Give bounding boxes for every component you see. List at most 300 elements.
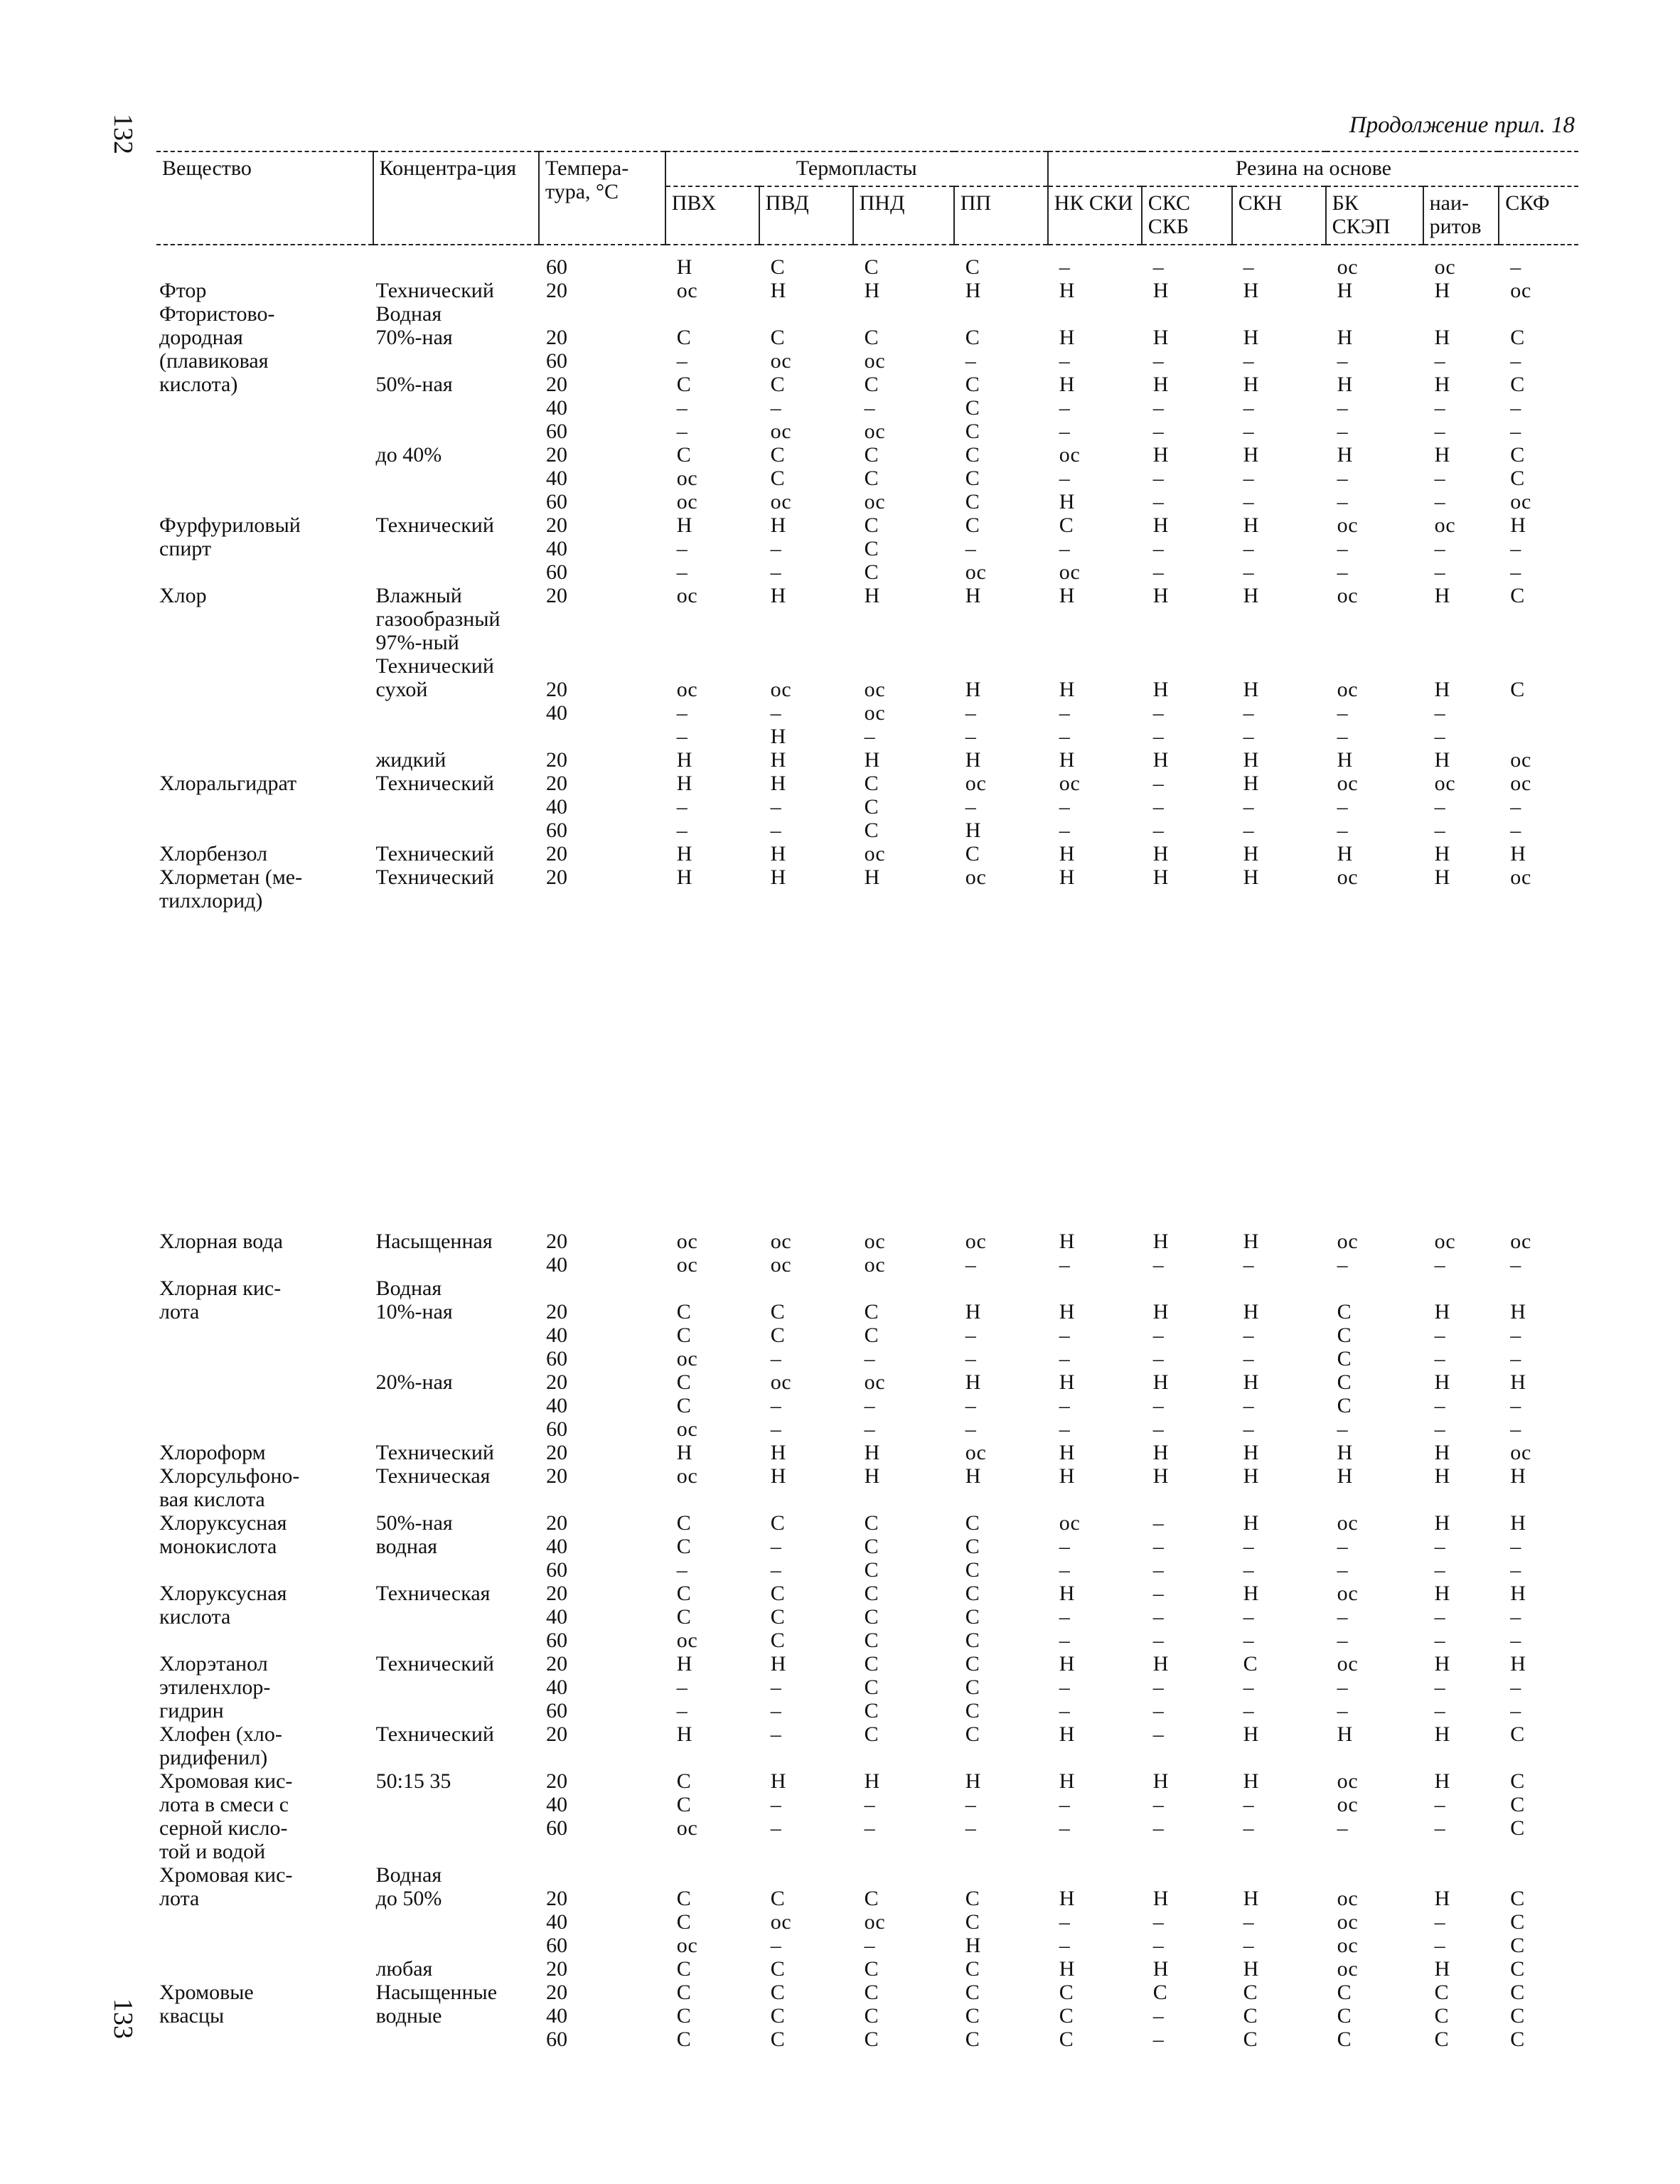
value-cell: С	[1434, 1981, 1449, 2004]
value-cell	[954, 889, 1048, 912]
table-row	[156, 701, 1578, 725]
value-cell	[1423, 889, 1499, 912]
value-cell: Н	[1243, 772, 1259, 795]
concentration-cell	[373, 1699, 540, 1722]
concentration-cell: любая	[375, 1957, 433, 1981]
table-row	[156, 1347, 1578, 1370]
value-cell: –	[1152, 560, 1164, 584]
table-row	[156, 1511, 1578, 1535]
value-cell	[1499, 701, 1578, 725]
concentration-cell: Насыщенная	[375, 1230, 493, 1253]
value-cell: –	[1059, 1934, 1070, 1957]
concentration-cell	[373, 1323, 540, 1347]
value-cell: –	[1243, 1699, 1254, 1722]
substance-cell	[156, 560, 373, 584]
value-cell	[1326, 1840, 1423, 1863]
value-cell: Н	[770, 1441, 786, 1464]
value-cell: ос	[864, 678, 885, 701]
temperature-cell: 20	[546, 1957, 568, 1981]
value-cell: –	[1337, 490, 1348, 513]
value-cell	[1048, 1840, 1142, 1863]
page-number-top: 132	[108, 114, 138, 154]
value-cell: Н	[1337, 842, 1353, 865]
header-nairit: наи-ритов	[1423, 186, 1499, 245]
concentration-cell: Водная	[375, 302, 442, 326]
value-cell: ос	[676, 1629, 697, 1652]
value-cell: С	[676, 1300, 691, 1323]
table-row	[156, 1887, 1578, 1910]
concentration-cell: Технический	[375, 1441, 494, 1464]
value-cell: С	[864, 1605, 879, 1629]
value-cell: Н	[1059, 1230, 1075, 1253]
value-cell: Н	[1059, 842, 1075, 865]
value-cell: –	[1059, 1394, 1070, 1417]
value-cell: –	[1152, 349, 1164, 373]
temperature-cell: 20	[546, 1722, 568, 1746]
concentration-cell: Технический	[375, 654, 494, 678]
value-cell: –	[1337, 560, 1348, 584]
value-cell: Н	[1243, 1957, 1259, 1981]
substance-cell	[156, 245, 373, 279]
concentration-cell	[373, 420, 539, 443]
substance-cell: ридифенил)	[159, 1746, 268, 1769]
concentration-cell	[373, 889, 539, 912]
value-cell: С	[864, 1300, 879, 1323]
value-cell: –	[864, 1394, 875, 1417]
value-cell: –	[676, 701, 687, 725]
temperature-cell: 20	[546, 1464, 568, 1488]
value-cell: –	[864, 1816, 875, 1840]
value-cell	[759, 607, 853, 631]
value-cell	[1499, 654, 1578, 678]
concentration-cell: 50:15 35	[375, 1769, 451, 1793]
substance-cell	[156, 1394, 373, 1417]
value-cell: Н	[1059, 1370, 1075, 1394]
value-cell	[954, 1840, 1048, 1863]
value-cell: ос	[676, 1816, 697, 1840]
value-cell: Н	[1337, 373, 1353, 396]
value-cell: С	[965, 1605, 980, 1629]
substance-cell	[156, 1934, 373, 1957]
concentration-cell: Водная	[375, 1863, 442, 1887]
table-row	[156, 1253, 1578, 1277]
value-cell: С	[676, 1769, 691, 1793]
value-cell: –	[1510, 560, 1521, 584]
value-cell: ос	[864, 1910, 885, 1934]
value-cell: С	[1337, 1981, 1352, 2004]
value-cell: Н	[1243, 842, 1259, 865]
header-pp: ПП	[954, 186, 1048, 245]
substance-cell: спирт	[159, 537, 212, 560]
value-cell: –	[1434, 701, 1445, 725]
concentration-cell	[373, 1676, 540, 1699]
value-cell: –	[770, 701, 781, 725]
value-cell: –	[1152, 1605, 1164, 1629]
concentration-cell	[373, 1605, 540, 1629]
value-cell: С	[770, 1300, 785, 1323]
value-cell: Н	[1434, 373, 1450, 396]
value-cell: ос	[1337, 1910, 1358, 1934]
table-row	[156, 279, 1578, 302]
value-cell: Н	[676, 513, 692, 537]
value-cell: –	[1243, 1934, 1254, 1957]
value-cell: Н	[1434, 1769, 1450, 1793]
value-cell	[1326, 1277, 1423, 1300]
value-cell: Н	[770, 748, 786, 772]
value-cell	[1499, 1746, 1578, 1769]
value-cell: Н	[1152, 1887, 1169, 1910]
substance-cell: монокислота	[159, 1535, 277, 1558]
value-cell: –	[1152, 1910, 1164, 1934]
value-cell	[1499, 889, 1578, 912]
value-cell: Н	[1059, 1769, 1075, 1793]
value-cell: –	[1434, 1394, 1445, 1417]
value-cell: Н	[1152, 1957, 1169, 1981]
temperature-cell: 20	[546, 748, 568, 772]
value-cell: –	[770, 560, 781, 584]
concentration-cell	[373, 1558, 540, 1582]
value-cell: Н	[1152, 1300, 1169, 1323]
value-cell: ос	[1059, 772, 1080, 795]
value-cell: –	[1059, 819, 1070, 842]
table-row	[156, 443, 1578, 467]
value-cell: –	[1510, 1605, 1521, 1629]
temperature-cell	[539, 607, 665, 631]
value-cell: С	[864, 513, 879, 537]
table-row	[156, 245, 1578, 279]
value-cell: ос	[965, 772, 986, 795]
value-cell: ос	[676, 678, 697, 701]
value-cell	[1423, 1488, 1499, 1511]
value-cell: Н	[1510, 842, 1526, 865]
value-cell: С	[770, 1323, 785, 1347]
value-cell: –	[1152, 1558, 1164, 1582]
value-cell: Н	[1510, 513, 1526, 537]
value-cell: Н	[1243, 865, 1259, 889]
value-cell: С	[965, 1981, 980, 2004]
value-cell	[853, 302, 954, 326]
value-cell: Н	[1243, 373, 1259, 396]
temperature-cell	[539, 1863, 665, 1887]
value-cell: –	[1152, 490, 1164, 513]
concentration-cell	[373, 396, 539, 420]
value-cell: –	[1337, 420, 1348, 443]
value-cell: –	[1434, 725, 1445, 748]
value-cell: ос	[1337, 1511, 1358, 1535]
concentration-cell	[373, 349, 539, 373]
value-cell: С	[1434, 2004, 1449, 2028]
value-cell: Н	[864, 279, 880, 302]
value-cell: –	[1434, 1676, 1445, 1699]
value-cell: Н	[1434, 1370, 1450, 1394]
value-cell: ос	[770, 1230, 791, 1253]
value-cell: С	[1337, 1394, 1352, 1417]
table-row	[156, 584, 1578, 607]
value-cell: Н	[965, 678, 981, 701]
value-cell: –	[1337, 396, 1348, 420]
value-cell: Н	[1059, 1464, 1075, 1488]
substance-cell	[156, 701, 373, 725]
concentration-cell: 50%-ная	[375, 373, 453, 396]
concentration-cell: Техническая	[375, 1582, 491, 1605]
value-cell: С	[1510, 1793, 1525, 1816]
value-cell: –	[864, 1347, 875, 1370]
value-cell: ос	[965, 865, 986, 889]
value-cell	[853, 654, 954, 678]
value-cell: Н	[1337, 1441, 1353, 1464]
value-cell: Н	[1243, 1722, 1259, 1746]
value-cell: –	[1243, 1347, 1254, 1370]
value-cell: –	[770, 1417, 781, 1441]
concentration-cell	[373, 537, 539, 560]
table-row	[156, 1934, 1578, 1957]
value-cell: Н	[676, 865, 692, 889]
value-cell: Н	[965, 1370, 981, 1394]
value-cell: –	[1510, 1535, 1521, 1558]
value-cell	[665, 1746, 759, 1769]
value-cell: ос	[1337, 255, 1358, 279]
value-cell: С	[1059, 2028, 1074, 2051]
value-cell: Н	[864, 1441, 880, 1464]
value-cell: –	[1243, 490, 1254, 513]
value-cell: –	[1434, 1816, 1445, 1840]
value-cell: Н	[1243, 1464, 1259, 1488]
value-cell	[759, 1863, 853, 1887]
value-cell	[759, 302, 853, 326]
value-cell: Н	[1059, 326, 1075, 349]
value-cell: ос	[676, 1934, 697, 1957]
value-cell: Н	[1434, 748, 1450, 772]
value-cell: С	[965, 396, 980, 420]
value-cell: –	[1434, 537, 1445, 560]
value-cell	[954, 631, 1048, 654]
value-cell: –	[1059, 1253, 1070, 1277]
substance-cell	[156, 2028, 373, 2051]
value-cell: Н	[770, 1464, 786, 1488]
value-cell: –	[1243, 1253, 1254, 1277]
value-cell: Н	[864, 865, 880, 889]
value-cell: –	[1434, 1535, 1445, 1558]
value-cell: –	[770, 1934, 781, 1957]
concentration-cell	[373, 1934, 540, 1957]
value-cell: С	[1510, 326, 1525, 349]
value-cell: –	[1152, 725, 1164, 748]
value-cell	[1232, 1488, 1326, 1511]
value-cell: Н	[1243, 1441, 1259, 1464]
substance-cell	[156, 1253, 373, 1277]
value-cell: –	[1059, 349, 1070, 373]
value-cell: –	[1337, 537, 1348, 560]
value-cell: –	[1243, 349, 1254, 373]
value-cell: ос	[1510, 772, 1531, 795]
value-cell	[1142, 1746, 1232, 1769]
value-cell: –	[1337, 1629, 1348, 1652]
table-row	[156, 326, 1578, 349]
temperature-cell: 20	[546, 1887, 568, 1910]
concentration-cell	[373, 245, 539, 279]
value-cell: ос	[1337, 1887, 1358, 1910]
value-cell: –	[1243, 1323, 1254, 1347]
value-cell: С	[965, 2028, 980, 2051]
table-row	[156, 1220, 1578, 1253]
value-cell: Н	[1243, 1511, 1259, 1535]
value-cell: –	[1434, 1910, 1445, 1934]
value-cell	[1326, 1863, 1423, 1887]
value-cell: –	[1510, 349, 1521, 373]
value-cell: –	[1434, 1558, 1445, 1582]
value-cell: –	[1152, 2028, 1164, 2051]
value-cell	[954, 1277, 1048, 1300]
value-cell: С	[770, 2028, 785, 2051]
temperature-cell: 40	[546, 2004, 568, 2028]
temperature-cell: 60	[546, 490, 568, 513]
substance-cell: Хлороформ	[159, 1441, 266, 1464]
concentration-cell: Технический	[375, 279, 494, 302]
value-cell: Н	[676, 842, 692, 865]
value-cell: С	[864, 772, 879, 795]
value-cell: С	[864, 2028, 879, 2051]
value-cell: ос	[770, 1253, 791, 1277]
concentration-cell	[373, 1629, 540, 1652]
value-cell: –	[1337, 819, 1348, 842]
value-cell: С	[676, 373, 691, 396]
value-cell: –	[1337, 1605, 1348, 1629]
substance-cell: Хлорная кис-	[159, 1277, 282, 1300]
value-cell: С	[676, 1511, 691, 1535]
value-cell: –	[1434, 1629, 1445, 1652]
value-cell: –	[1243, 1676, 1254, 1699]
value-cell: С	[864, 1887, 879, 1910]
value-cell: –	[1152, 255, 1164, 279]
value-cell: –	[1243, 420, 1254, 443]
value-cell: Н	[1434, 326, 1450, 349]
substance-cell	[156, 654, 373, 678]
substance-cell: лота	[159, 1300, 200, 1323]
value-cell	[1142, 889, 1232, 912]
table-row	[156, 1417, 1578, 1441]
value-cell	[1423, 654, 1499, 678]
value-cell: С	[864, 255, 879, 279]
substance-cell	[156, 631, 373, 654]
header-concentration: Концентра-ция	[373, 151, 539, 245]
value-cell: Н	[1434, 1722, 1450, 1746]
value-cell: ос	[770, 490, 791, 513]
value-cell: –	[1243, 1417, 1254, 1441]
value-cell	[1142, 302, 1232, 326]
value-cell: Н	[770, 772, 786, 795]
value-cell: –	[1510, 1676, 1521, 1699]
value-cell: С	[1510, 2028, 1525, 2051]
value-cell	[1326, 654, 1423, 678]
value-cell: С	[965, 2004, 980, 2028]
value-cell: С	[770, 373, 785, 396]
value-cell: –	[1059, 420, 1070, 443]
value-cell: С	[1337, 1300, 1352, 1323]
value-cell: Н	[1152, 279, 1169, 302]
value-cell: С	[965, 1629, 980, 1652]
value-cell: С	[864, 1722, 879, 1746]
substance-cell	[156, 396, 373, 420]
value-cell: ос	[864, 1253, 885, 1277]
value-cell: Н	[676, 1652, 692, 1676]
concentration-cell: до 50%	[375, 1887, 442, 1910]
header-substance: Вещество	[156, 151, 373, 245]
table-row	[156, 1441, 1578, 1464]
value-cell: –	[1510, 1253, 1521, 1277]
value-cell: ос	[1059, 1511, 1080, 1535]
table-row	[156, 1676, 1578, 1699]
temperature-cell: 20	[546, 842, 568, 865]
value-cell: С	[770, 1511, 785, 1535]
value-cell: ос	[864, 490, 885, 513]
value-cell: Н	[1243, 748, 1259, 772]
value-cell: –	[1152, 819, 1164, 842]
value-cell: ос	[770, 420, 791, 443]
concentration-cell	[373, 795, 539, 819]
value-cell: Н	[965, 819, 981, 842]
value-cell: –	[1243, 396, 1254, 420]
value-cell: –	[1337, 1253, 1348, 1277]
concentration-cell	[373, 1488, 540, 1511]
value-cell	[1142, 631, 1232, 654]
value-cell: –	[1152, 1676, 1164, 1699]
temperature-cell	[539, 1840, 665, 1863]
value-cell: –	[1510, 420, 1521, 443]
value-cell: ос	[1510, 490, 1531, 513]
table-row	[156, 607, 1578, 631]
value-cell: Н	[1434, 279, 1450, 302]
concentration-cell: Водная	[375, 1277, 442, 1300]
concentration-cell: 10%-ная	[375, 1300, 453, 1323]
value-cell: –	[1243, 1793, 1254, 1816]
temperature-cell: 20	[546, 1441, 568, 1464]
value-cell	[1142, 607, 1232, 631]
value-cell	[1423, 1277, 1499, 1300]
value-cell: С	[1337, 1323, 1352, 1347]
value-cell: С	[864, 1981, 879, 2004]
value-cell	[1048, 302, 1142, 326]
value-cell	[665, 1488, 759, 1511]
value-cell: ос	[1337, 1582, 1358, 1605]
substance-cell	[156, 819, 373, 842]
table-row	[156, 349, 1578, 373]
value-cell: Н	[1152, 1230, 1169, 1253]
substance-cell: Хлорбензол	[159, 842, 268, 865]
temperature-cell: 40	[546, 1535, 568, 1558]
concentration-cell	[373, 560, 539, 584]
value-cell	[665, 302, 759, 326]
value-cell: –	[1152, 1347, 1164, 1370]
value-cell: –	[1243, 1535, 1254, 1558]
temperature-cell: 20	[546, 865, 568, 889]
concentration-cell: до 40%	[375, 443, 442, 467]
value-cell: –	[1152, 1394, 1164, 1417]
value-cell	[1232, 302, 1326, 326]
value-cell: С	[676, 1370, 691, 1394]
value-cell: –	[676, 819, 687, 842]
value-cell: –	[1510, 1629, 1521, 1652]
temperature-cell: 60	[546, 1629, 568, 1652]
table-row	[156, 1793, 1578, 1816]
value-cell: –	[1059, 1629, 1070, 1652]
value-cell	[1326, 889, 1423, 912]
concentration-cell	[373, 1417, 540, 1441]
substance-cell: Фурфуриловый	[159, 513, 301, 537]
table-row	[156, 373, 1578, 396]
value-cell: Н	[1434, 1511, 1450, 1535]
value-cell: –	[965, 1253, 976, 1277]
value-cell: Н	[1152, 326, 1169, 349]
